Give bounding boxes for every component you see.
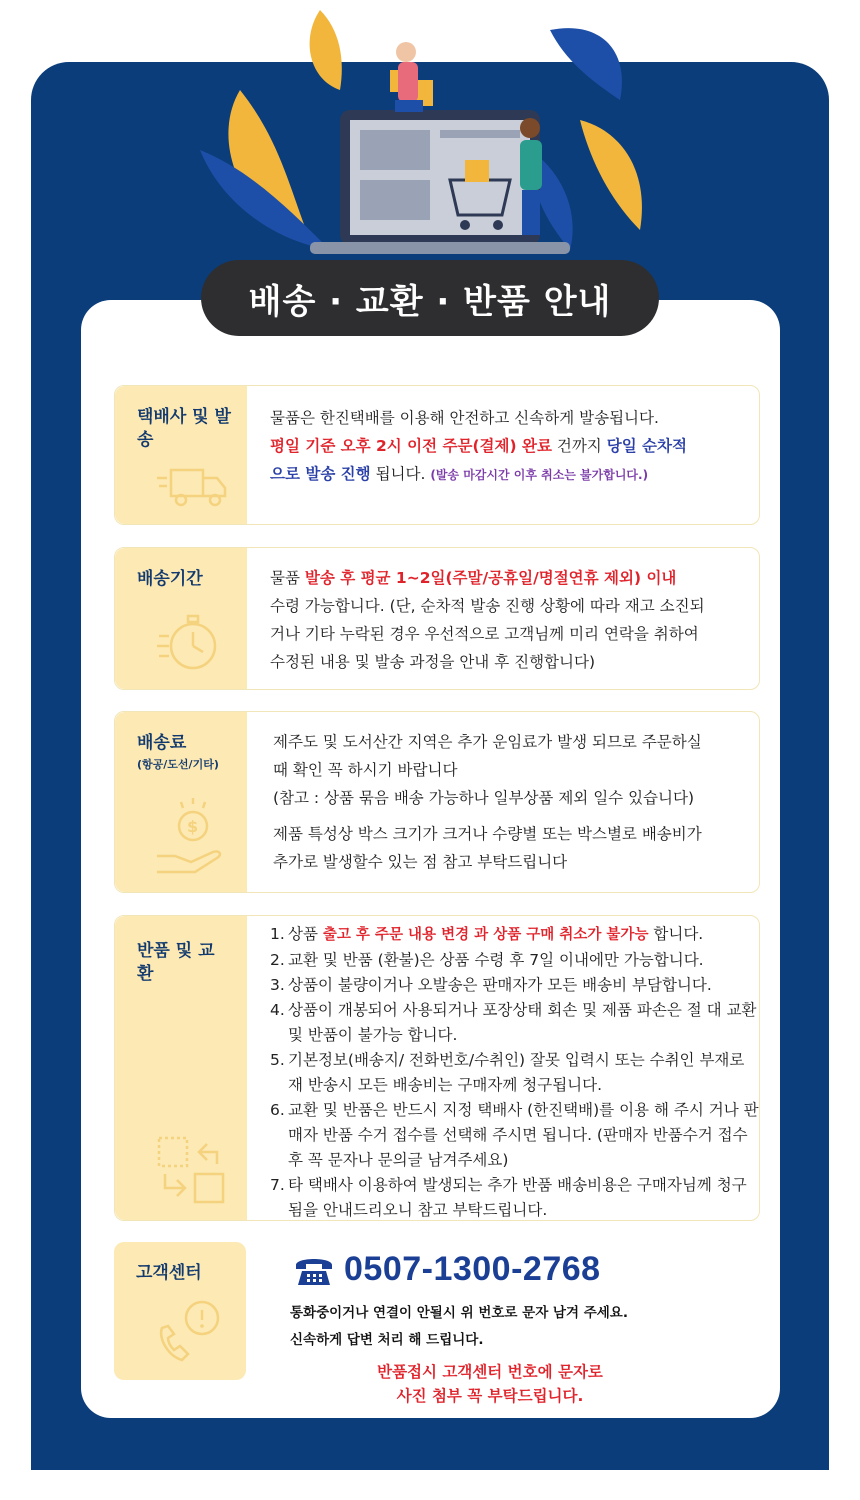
content-line: 추가로 발생할수 있는 점 참고 부탁드립니다 <box>273 853 568 871</box>
phone-number[interactable]: 0507-1300-2768 <box>344 1250 601 1288</box>
title-banner <box>201 260 659 336</box>
section-content <box>270 404 755 489</box>
dollar-hand-icon <box>155 796 229 876</box>
section-returns <box>114 915 760 1221</box>
page-title: 배송 · 교환 · 반품 안내 <box>248 281 612 322</box>
returns-list <box>270 922 760 1223</box>
list-item: 1. 상품 출고 후 주문 내용 변경 과 상품 구매 취소가 불가능 합니다. <box>270 925 704 943</box>
content-line: 평일 기준 오후 2시 이전 주문(결제) 완료 건까지 당일 순차적 <box>270 437 687 455</box>
stopwatch-icon <box>155 610 225 674</box>
notice-line: 반품접시 고객센터 번호에 문자로 <box>377 1363 603 1381</box>
content-line: 제주도 및 도서산간 지역은 추가 운임료가 발생 되므로 주문하실 <box>273 733 702 751</box>
section-label: 반품 및 교환 <box>137 941 215 984</box>
section-label-box <box>115 548 247 689</box>
notice-line: 사진 첨부 꼭 부탁드립니다. <box>396 1387 584 1405</box>
section-shipping-fee <box>114 711 760 893</box>
note-line: 신속하게 답변 처리 해 드립니다. <box>290 1332 484 1348</box>
section-label-box <box>115 916 247 1220</box>
exchange-arrows-icon <box>155 1134 229 1206</box>
customer-center-note <box>290 1300 628 1354</box>
note-line: 통화중이거나 연결이 안될시 위 번호로 문자 남겨 주세요. <box>290 1305 628 1321</box>
return-photo-notice <box>340 1360 640 1408</box>
section-label: 배송기간 <box>137 569 203 589</box>
content-line: (참고 : 상품 묶음 배송 가능하나 일부상품 제외 일수 있습니다) <box>273 789 695 807</box>
content-line: 거나 기타 누락된 경우 우선적으로 고객님께 미리 연락을 취하여 <box>270 625 699 643</box>
section-sublabel: (항공/도선/기타) <box>137 758 219 771</box>
content-line: 으로 발송 진행 됩니다. (발송 마감시간 이후 취소는 불가합니다.) <box>270 465 649 483</box>
section-label: 배송료 <box>137 733 187 753</box>
shopping-illustration <box>180 0 680 270</box>
section-label: 택배사 및 발송 <box>137 407 231 450</box>
content-line: 물품은 한진택배를 이용해 안전하고 신속하게 발송됩니다. <box>270 409 659 427</box>
list-item: 7. 타 택배사 이용하여 발생되는 추가 반품 배송비용은 구매자님께 청구됨을 안내드리오니 참고 부탁드립니다. <box>270 1176 747 1219</box>
content-line: 때 확인 꼭 하시기 바랍니다 <box>273 761 458 779</box>
section-label-box <box>115 386 247 524</box>
content-line: 수정된 내용 및 발송 과정을 안내 후 진행합니다) <box>270 653 596 671</box>
list-item: 5. 기본정보(배송지/ 전화번호/수취인) 잘못 입력시 또는 수취인 부재로 재 반송시 모든 배송비는 구매자께 청구됩니다. <box>270 1051 745 1094</box>
section-content <box>270 564 755 676</box>
section-content <box>273 728 758 876</box>
phone-alert-icon <box>154 1298 228 1364</box>
delivery-truck-icon <box>155 464 229 510</box>
section-label: 고객센터 <box>136 1263 202 1283</box>
content-line: 물품 발송 후 평균 1~2일(주말/공휴일/명절연휴 제외) 이내 <box>270 569 677 587</box>
list-item: 3. 상품이 불량이거나 오발송은 판매자가 모든 배송비 부담합니다. <box>270 976 712 994</box>
section-delivery-period <box>114 547 760 690</box>
section-shipping-company <box>114 385 760 525</box>
telephone-icon <box>294 1253 334 1287</box>
content-line: 수령 가능합니다. (단, 순차적 발송 진행 상황에 따라 재고 소진되 <box>270 597 705 615</box>
phone-row <box>294 1250 601 1289</box>
list-item: 6. 교환 및 반품은 반드시 지정 택배사 (한진택배)를 이용 해 주시 거나 판매자 반품 수거 접수를 선택해 주시면 됩니다. (판매자 반품수거 접수후 꼭 문자나 문의글 남겨주세요) <box>270 1101 759 1169</box>
content-line: 제품 특성상 박스 크기가 크거나 수량별 또는 박스별로 배송비가 <box>273 825 702 843</box>
section-label-box <box>114 1242 246 1380</box>
list-item: 4. 상품이 개봉되어 사용되거나 포장상태 회손 및 제품 파손은 절 대 교환 및 반품이 불가능 합니다. <box>270 1001 757 1044</box>
svg-text:$: $ <box>187 817 199 836</box>
list-item: 2. 교환 및 반품 (환불)은 상품 수령 후 7일 이내에만 가능합니다. <box>270 951 704 969</box>
section-label-box <box>115 712 247 892</box>
